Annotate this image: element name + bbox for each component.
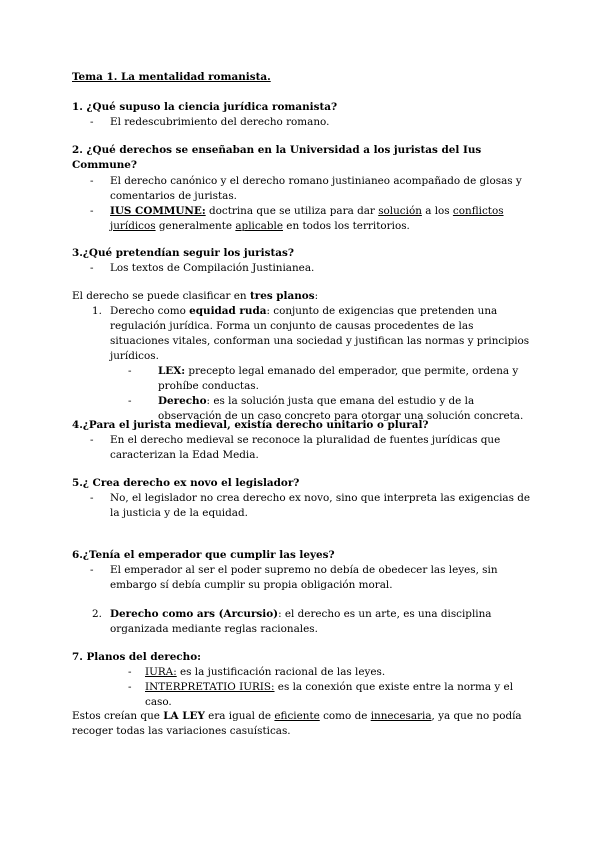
- closing-paragraph: Estos creían que LA LEY era igual de eficiente como de innecesaria, ya que no podía recoger todas las variaciones casuísticas.: [72, 710, 522, 737]
- iura-item: - IURA: es la justificación racional de las leyes.: [72, 665, 532, 680]
- question-5-answer: - No, el legislador no crea derecho ex novo, sino que interpreta las exigencias de la justicia y de la equidad.: [72, 491, 532, 521]
- question-2-item-2: - IUS COMMUNE: doctrina que se utiliza para dar solución a los conflictos jurídicos generalmente aplicable en todos los territorios.: [72, 204, 532, 234]
- question-3-answer: - Los textos de Compilación Justinianea.: [72, 261, 532, 276]
- question-2-title: 2. ¿Qué derechos se enseñaban en la Universidad a los juristas del Ius Commune?: [72, 144, 482, 171]
- question-1-title: 1. ¿Qué supuso la ciencia jurídica romanista?: [72, 101, 338, 113]
- question-6-answer: - El emperador al ser el poder supremo no debía de obedecer las leyes, sin embargo sí debía cumplir su propia obligación moral.: [72, 563, 532, 593]
- question-7: [72, 650, 532, 710]
- question-4: [72, 418, 532, 463]
- interpretatio-item: - INTERPRETATIO IURIS: es la conexión que existe entre la norma y el caso.: [72, 680, 532, 710]
- question-4-answer: - En el derecho medieval se reconoce la pluralidad de fuentes jurídicas que caracterizan la Edad Media.: [72, 433, 532, 463]
- question-6: [72, 548, 532, 593]
- question-2: [72, 143, 532, 234]
- lex-item: - LEX: precepto legal emanado del emperador, que permite, ordena y prohíbe conductas.: [72, 364, 532, 394]
- question-1: [72, 100, 532, 130]
- question-3-title: 3.¿Qué pretendían seguir los juristas?: [72, 247, 294, 259]
- question-7-title: 7. Planos del derecho:: [72, 651, 201, 663]
- plane-2: 2. Derecho como ars (Arcursio): el derecho es un arte, es una disciplina organizada mediante reglas racionales.: [92, 608, 492, 635]
- planes-intro: El derecho se puede clasificar en tres planos:: [72, 290, 319, 302]
- question-5: [72, 476, 532, 521]
- page-title: Tema 1. La mentalidad romanista.: [72, 71, 271, 83]
- question-1-answer: - El redescubrimiento del derecho romano.: [72, 115, 532, 130]
- question-3: [72, 246, 532, 276]
- question-2-item-1: - El derecho canónico y el derecho romano justinianeo acompañado de glosas y comentarios de juristas.: [72, 174, 532, 204]
- derecho-item: - Derecho: es la solución justa que emana del estudio y de la observación de un caso concreto para otorgar una solución concreta.: [72, 394, 532, 424]
- question-4-title: 4.¿Para el jurista medieval, existía derecho unitario o plural?: [72, 419, 429, 431]
- plane-1: 1. Derecho como equidad ruda: conjunto de exigencias que pretenden una regulación jurídica. Forma un conjunto de causas procedentes de las situaciones vitales, conforman una sociedad y justifican las normas y principios jurídicos.: [92, 305, 530, 362]
- planes-section: [72, 289, 532, 424]
- question-5-title: 5.¿ Crea derecho ex novo el legislador?: [72, 477, 300, 489]
- question-6-title: 6.¿Tenía el emperador que cumplir las leyes?: [72, 549, 335, 561]
